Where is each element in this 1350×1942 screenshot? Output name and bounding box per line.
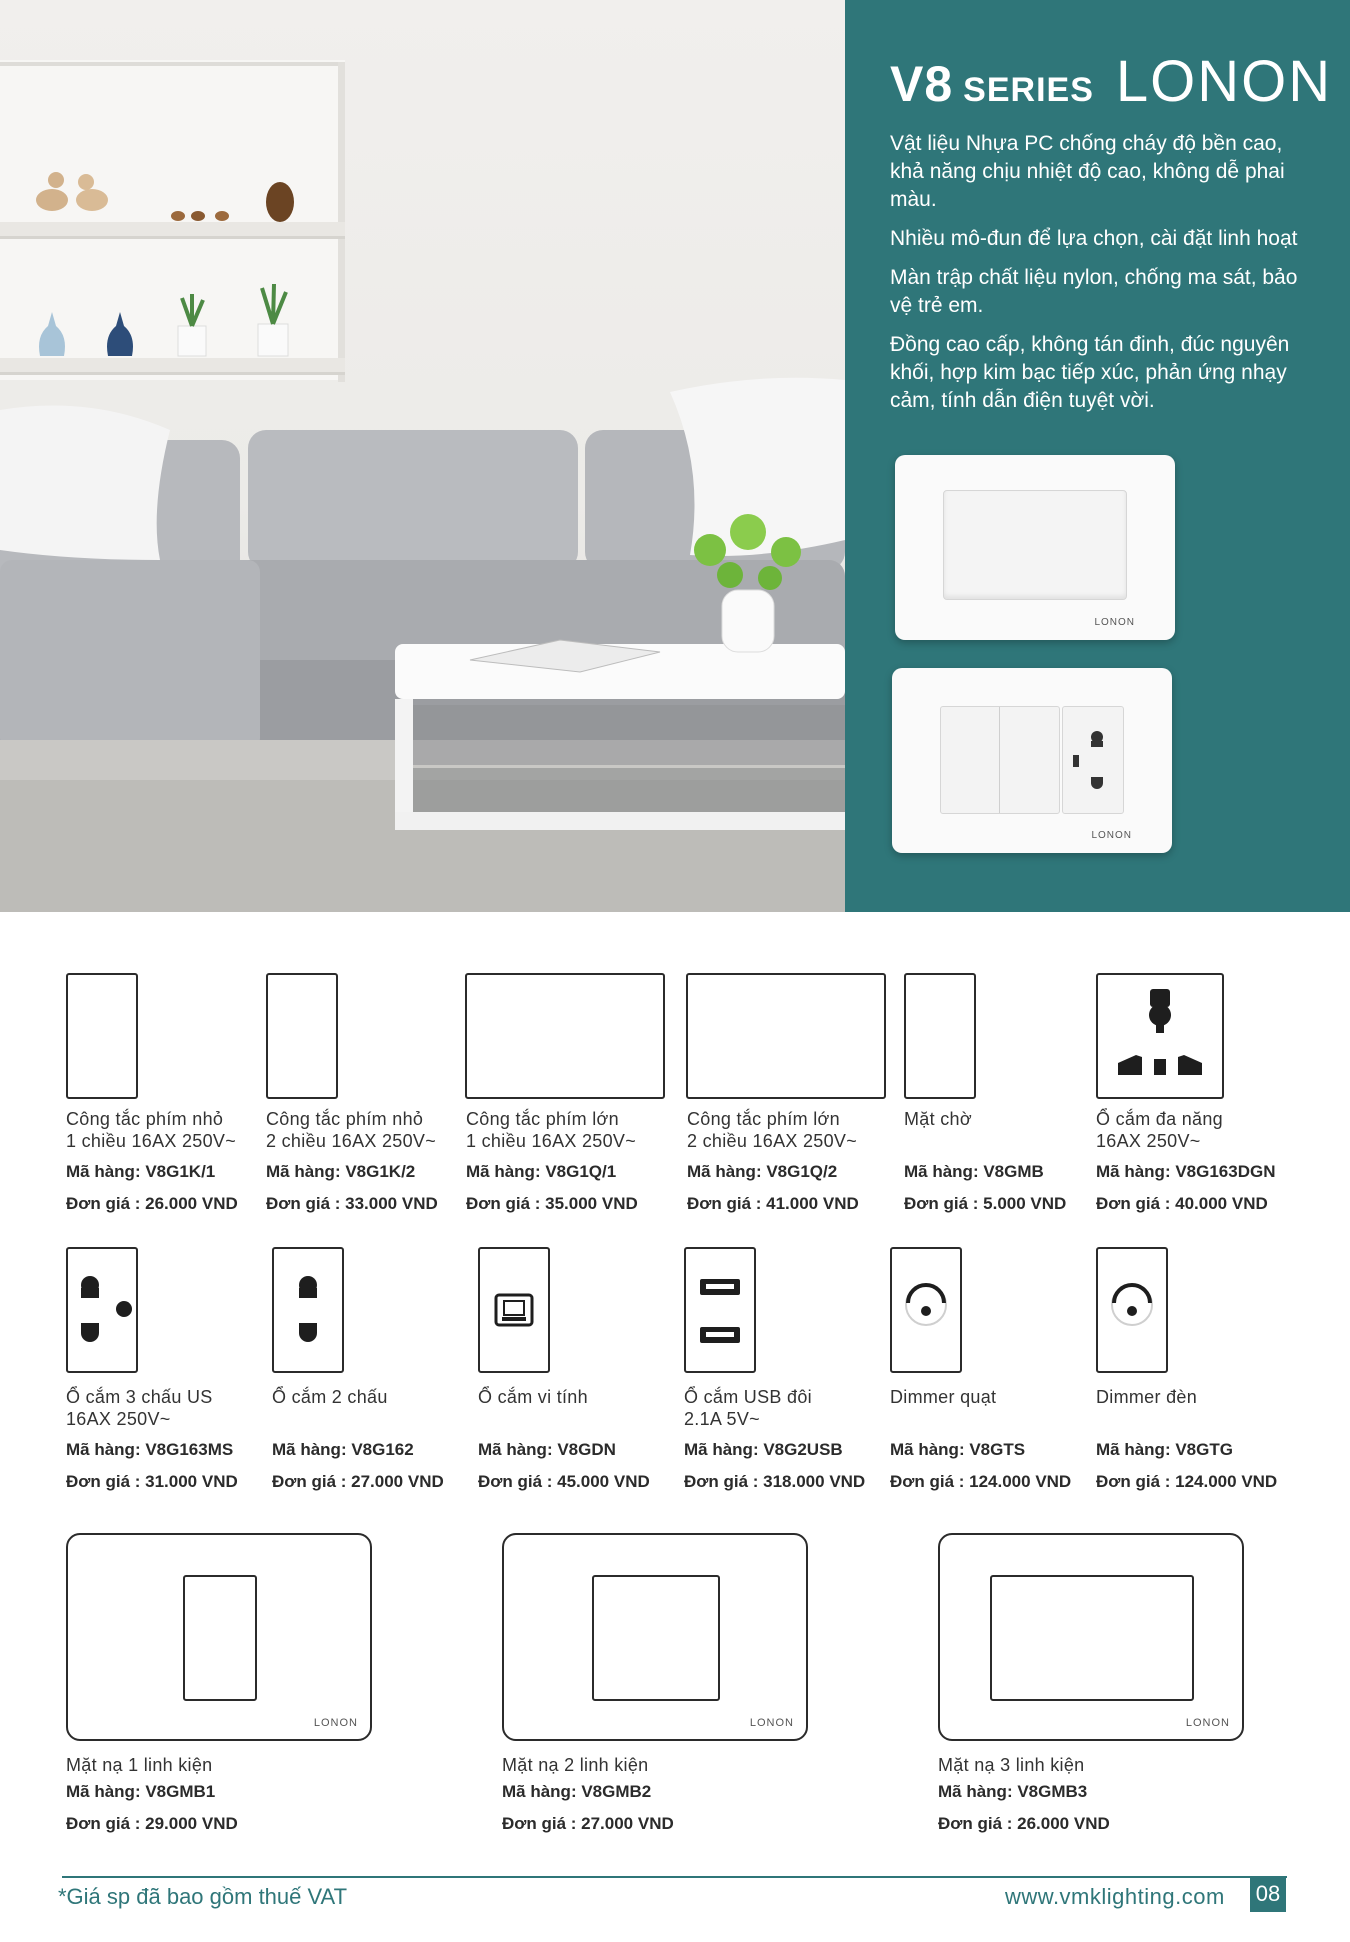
product-price: Đơn giá : 5.000 VND bbox=[904, 1194, 1067, 1213]
card-logo: LONON bbox=[1091, 830, 1132, 841]
product-price: Đơn giá : 33.000 VND bbox=[266, 1194, 438, 1213]
feature-2: Nhiều mô-đun để lựa chọn, cài đặt linh hoạt bbox=[890, 227, 1298, 250]
brand-panel bbox=[845, 0, 1350, 912]
product-name: Mặt nạ 2 linh kiện bbox=[502, 1755, 649, 1775]
website-link[interactable]: www.vmklighting.com bbox=[1005, 1884, 1225, 1909]
socket-holes-icon bbox=[1063, 707, 1125, 815]
product-code: Mã hàng: V8GTS bbox=[890, 1440, 1026, 1459]
cover-plate-2gang-icon bbox=[502, 1533, 808, 1741]
product-name: Ổ cắm vi tính bbox=[478, 1387, 588, 1407]
fan-dimmer-icon bbox=[890, 1247, 962, 1373]
usb-socket-icon bbox=[684, 1247, 756, 1373]
product-price: Đơn giá : 318.000 VND bbox=[684, 1472, 866, 1491]
product-code: Mã hàng: V8GMB3 bbox=[938, 1782, 1088, 1801]
product-code: Mã hàng: V8GDN bbox=[478, 1440, 616, 1459]
large-switch-1way-icon bbox=[465, 973, 665, 1099]
hero-banner bbox=[0, 0, 1350, 912]
product-name: Ổ cắm USB đôi 2.1A 5V~ bbox=[684, 1387, 812, 1429]
product-photo-single-switch bbox=[895, 455, 1175, 640]
data-socket-icon bbox=[478, 1247, 550, 1373]
series-name: V8 bbox=[890, 56, 954, 112]
footer-divider bbox=[62, 1876, 1287, 1878]
multi-socket-icon bbox=[1096, 973, 1224, 1099]
light-dimmer-icon bbox=[1096, 1247, 1168, 1373]
product-name: Dimmer quạt bbox=[890, 1387, 997, 1407]
product-code: Mã hàng: V8GMB2 bbox=[502, 1782, 652, 1801]
socket-2pin-icon bbox=[272, 1247, 344, 1373]
plate-logo: LONON bbox=[749, 1717, 794, 1729]
blank-plate-icon bbox=[904, 973, 976, 1099]
product-price: Đơn giá : 27.000 VND bbox=[272, 1472, 444, 1491]
product-price: Đơn giá : 124.000 VND bbox=[1096, 1472, 1278, 1491]
plate-logo: LONON bbox=[313, 1717, 358, 1729]
product-code: Mã hàng: V8G1K/1 bbox=[66, 1162, 216, 1181]
product-name: Mặt nạ 1 linh kiện bbox=[66, 1755, 213, 1775]
product-price: Đơn giá : 29.000 VND bbox=[66, 1814, 238, 1833]
product-price: Đơn giá : 35.000 VND bbox=[466, 1194, 638, 1213]
series-label: SERIES bbox=[963, 71, 1094, 109]
product-name: Công tắc phím nhỏ 2 chiều 16AX 250V~ bbox=[266, 1109, 437, 1151]
brand-logo: LONON bbox=[1115, 49, 1333, 114]
product-name: Ổ cắm đa năng 16AX 250V~ bbox=[1096, 1109, 1223, 1151]
product-code: Mã hàng: V8GTG bbox=[1096, 1440, 1233, 1459]
product-photo-switch-socket bbox=[892, 668, 1172, 853]
product-name: Công tắc phím nhỏ 1 chiều 16AX 250V~ bbox=[66, 1109, 237, 1151]
product-price: Đơn giá : 45.000 VND bbox=[478, 1472, 650, 1491]
feature-1: Vật liệu Nhựa PC chống cháy độ bền cao, khả năng chịu nhiệt độ cao, không dễ phai màu. bbox=[890, 132, 1285, 211]
brand-row bbox=[890, 48, 1332, 115]
large-switch-2way-icon bbox=[686, 973, 886, 1099]
cover-plate-3gang-icon bbox=[938, 1533, 1244, 1741]
product-name: Công tắc phím lớn 1 chiều 16AX 250V~ bbox=[466, 1109, 637, 1151]
product-price: Đơn giá : 124.000 VND bbox=[890, 1472, 1072, 1491]
switch-rocker bbox=[943, 490, 1127, 600]
product-price: Đơn giá : 41.000 VND bbox=[687, 1194, 859, 1213]
product-price: Đơn giá : 31.000 VND bbox=[66, 1472, 238, 1491]
product-code: Mã hàng: V8G162 bbox=[272, 1440, 414, 1459]
vat-note: *Giá sp đã bao gồm thuế VAT bbox=[58, 1884, 348, 1909]
small-switch-1way-icon bbox=[66, 973, 138, 1099]
product-name: Công tắc phím lớn 2 chiều 16AX 250V~ bbox=[687, 1109, 858, 1151]
product-code: Mã hàng: V8G163MS bbox=[66, 1440, 234, 1459]
product-price: Đơn giá : 27.000 VND bbox=[502, 1814, 674, 1833]
plate-logo: LONON bbox=[1185, 1717, 1230, 1729]
cover-plate-1gang-icon bbox=[66, 1533, 372, 1741]
product-code: Mã hàng: V8G1Q/1 bbox=[466, 1162, 617, 1181]
product-name: Ổ cắm 3 chấu US 16AX 250V~ bbox=[66, 1387, 213, 1429]
socket-3pin-icon bbox=[66, 1247, 138, 1373]
product-code: Mã hàng: V8G1K/2 bbox=[266, 1162, 416, 1181]
page-number: 08 bbox=[1250, 1876, 1286, 1912]
living-room-photo bbox=[0, 0, 845, 912]
feature-list bbox=[890, 130, 1320, 426]
feature-3: Màn trập chất liệu nylon, chống ma sát, bảo vệ trẻ em. bbox=[890, 266, 1298, 317]
socket-module bbox=[1062, 706, 1124, 814]
product-code: Mã hàng: V8GMB1 bbox=[66, 1782, 216, 1801]
product-name: Mặt chờ bbox=[904, 1109, 972, 1129]
product-price: Đơn giá : 40.000 VND bbox=[1096, 1194, 1268, 1213]
product-code: Mã hàng: V8G163DGN bbox=[1096, 1162, 1276, 1181]
switch-keys bbox=[940, 706, 1060, 814]
product-code: Mã hàng: V8G1Q/2 bbox=[687, 1162, 838, 1181]
universal-socket-glyph bbox=[1098, 975, 1222, 1097]
card-logo: LONON bbox=[1094, 617, 1135, 628]
product-code: Mã hàng: V8G2USB bbox=[684, 1440, 843, 1459]
product-price: Đơn giá : 26.000 VND bbox=[938, 1814, 1110, 1833]
feature-4: Đồng cao cấp, không tán đinh, đúc nguyên khối, hợp kim bạc tiếp xúc, phản ứng nhạy cảm, tính dẫn điện tuyệt vời. bbox=[890, 333, 1290, 412]
product-name: Mặt nạ 3 linh kiện bbox=[938, 1755, 1085, 1775]
living-room-illustration bbox=[0, 0, 845, 912]
product-price: Đơn giá : 26.000 VND bbox=[66, 1194, 238, 1213]
product-code: Mã hàng: V8GMB bbox=[904, 1162, 1044, 1181]
product-name: Ổ cắm 2 chấu bbox=[272, 1387, 388, 1407]
product-name: Dimmer đèn bbox=[1096, 1387, 1198, 1407]
small-switch-2way-icon bbox=[266, 973, 338, 1099]
